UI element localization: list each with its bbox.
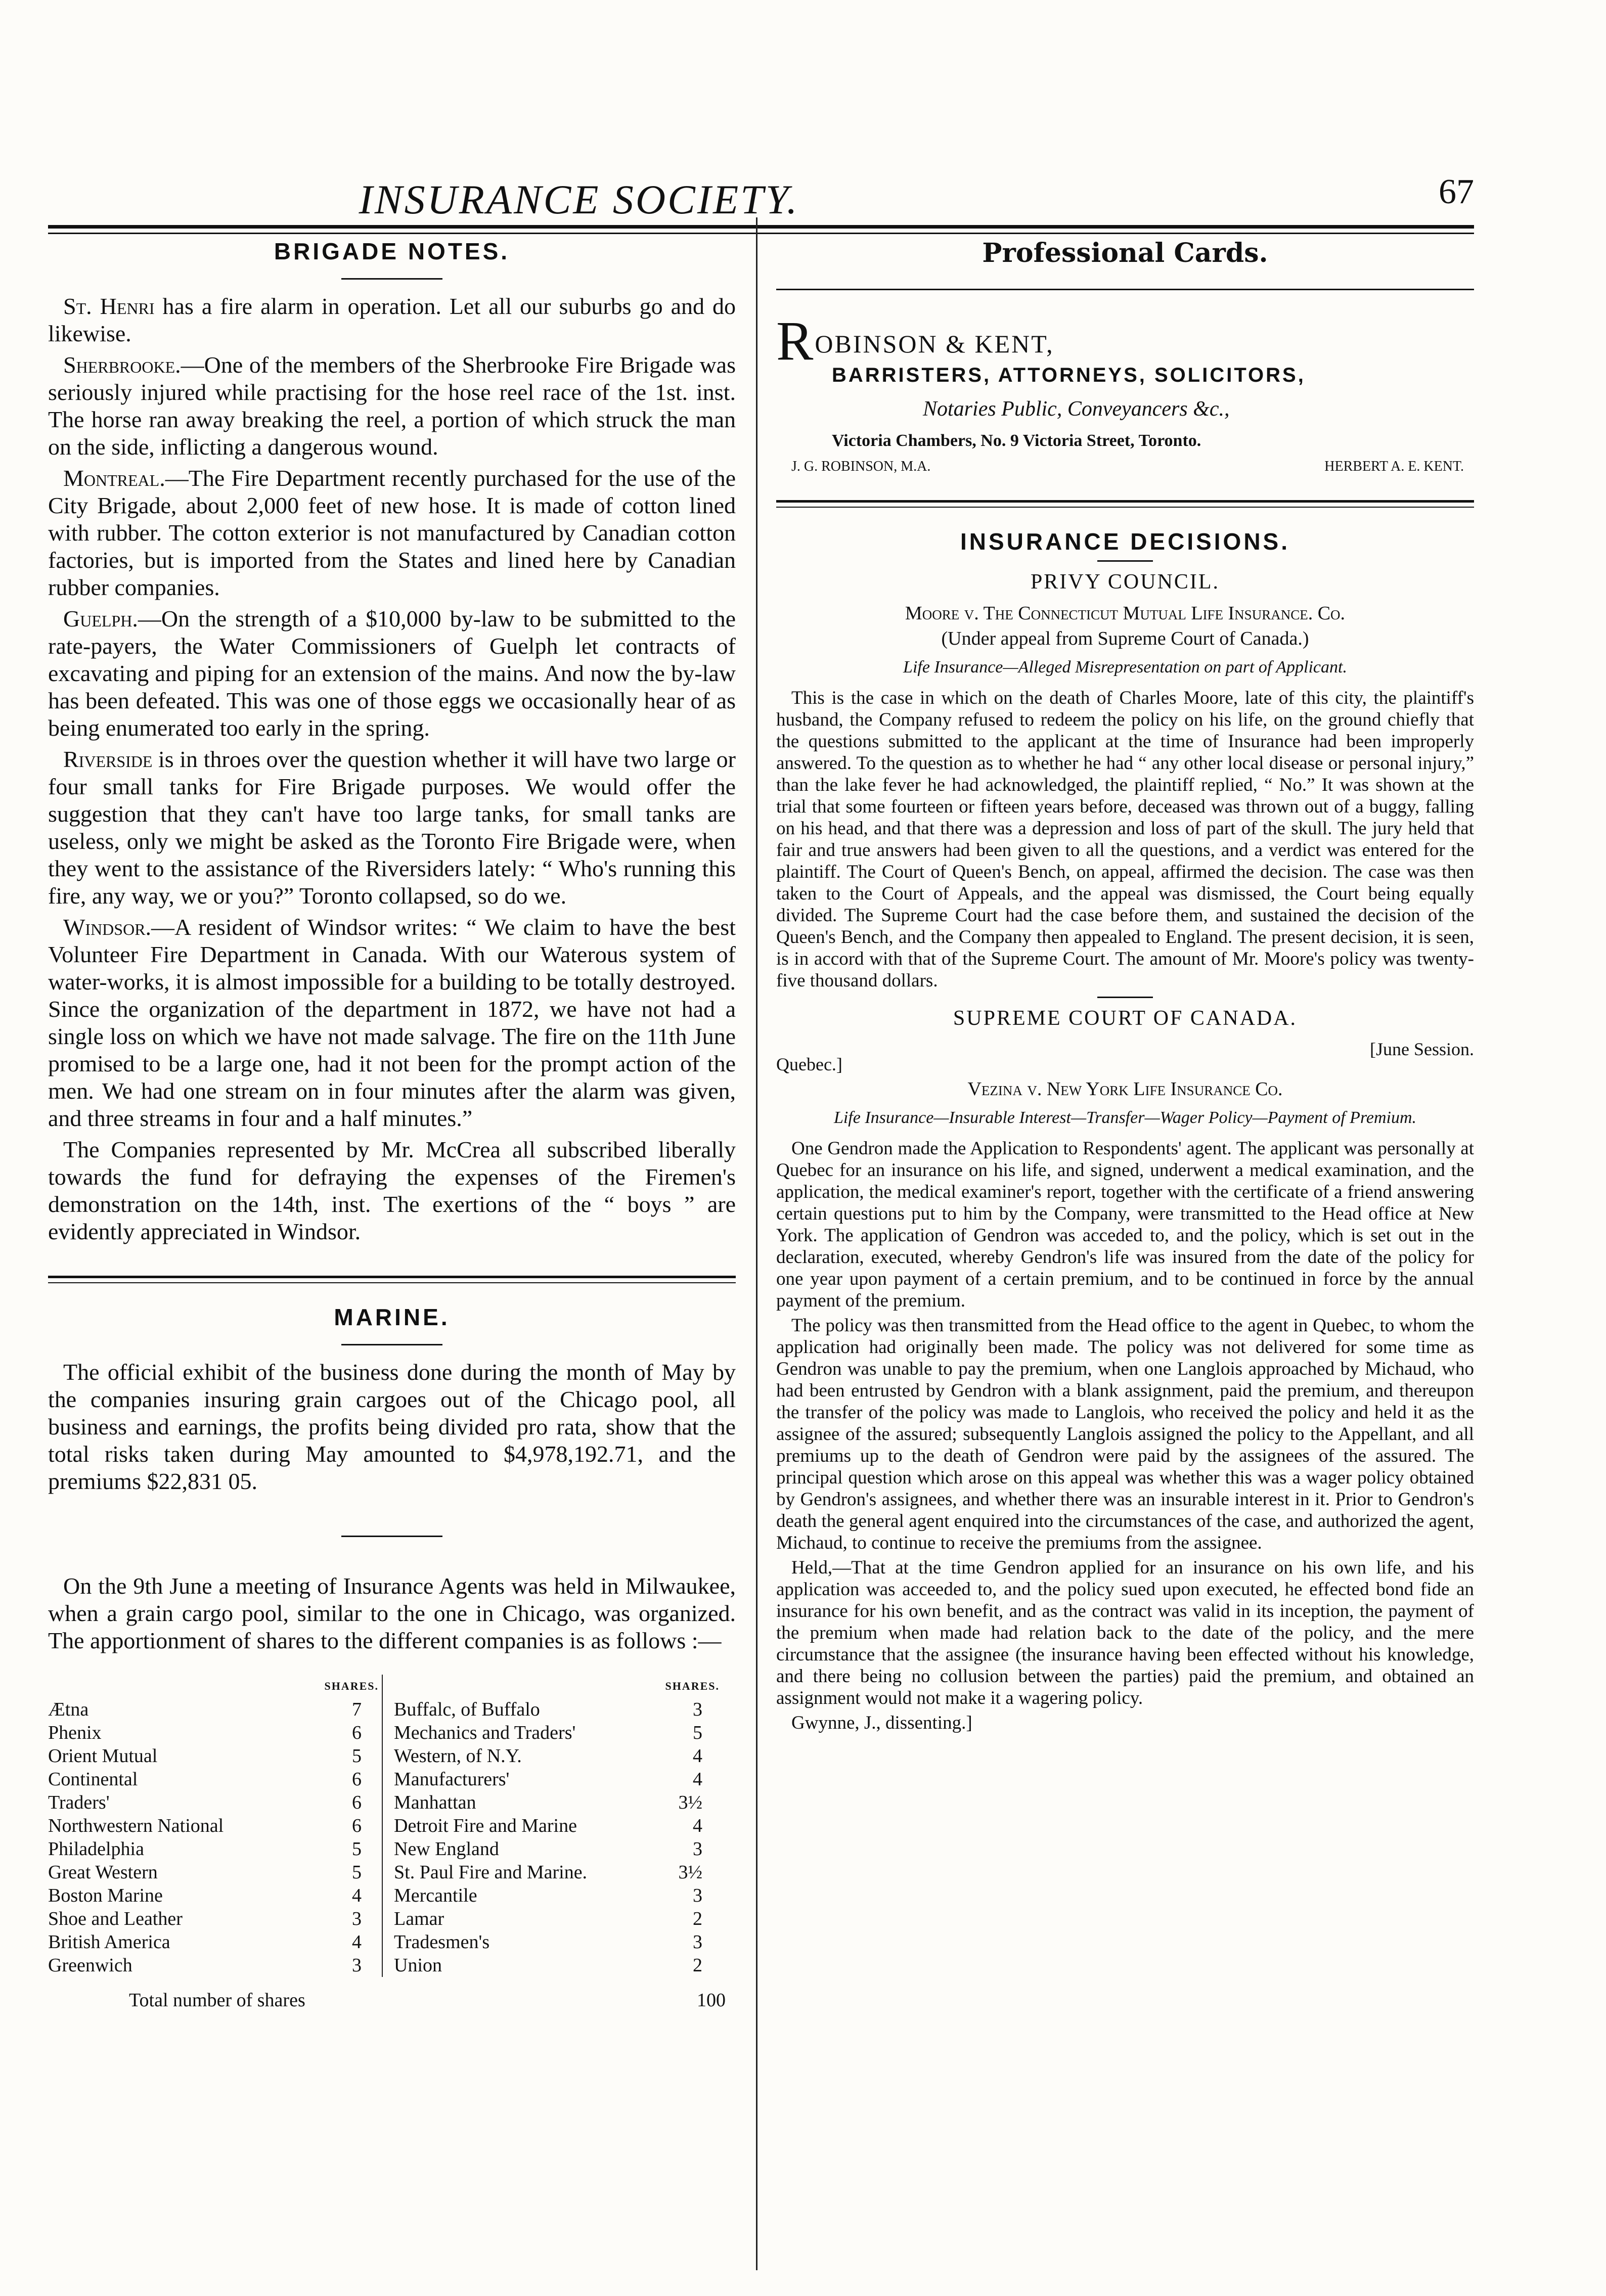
insurance-decisions-title: INSURANCE DECISIONS. [960, 528, 1290, 555]
supreme-court-title: SUPREME COURT OF CANADA. [953, 1007, 1298, 1030]
share-count: 3½ [678, 1792, 702, 1813]
case-appeal-note: (Under appeal from Supreme Court of Canada.) [941, 628, 1309, 649]
share-count: 3 [693, 1838, 702, 1860]
header-rule-thin [48, 233, 1474, 234]
brigade-notes-body [48, 293, 736, 1245]
case-title: Vezina v. New York Life Insurance Co. [967, 1078, 1283, 1100]
brigade-paragraph [48, 605, 736, 742]
shares-row [394, 1814, 723, 1837]
share-count: 3 [352, 1955, 362, 1976]
shares-row [394, 1861, 723, 1884]
company-name: Detroit Fire and Marine [394, 1815, 577, 1836]
paragraph-text: The Companies represented by Mr. McCrea all subscribed liberally towards the fund for defraying the expenses of the Firemen's demonstration on the 14th, inst. The exertions of the “ boys ” are evidently appreciated in Windsor. [48, 1137, 736, 1244]
shares-column-right [382, 1675, 723, 1977]
shares-row [48, 1768, 382, 1791]
share-count: 5 [352, 1862, 362, 1883]
shares-row [394, 1930, 723, 1954]
shares-row [394, 1768, 723, 1791]
paragraph-text: has a fire alarm in operation. Let all our suburbs go and do likewise. [48, 293, 736, 346]
company-name: Shoe and Leather [48, 1908, 183, 1929]
company-name: Continental [48, 1769, 138, 1790]
paragraph-lead: Sherbrooke. [63, 352, 181, 378]
section-divider [48, 1276, 736, 1283]
shares-total [48, 1989, 736, 2011]
shares-row [394, 1721, 723, 1744]
company-name: Orient Mutual [48, 1745, 158, 1767]
marine-paragraph: The official exhibit of the business done during the month of May by the companies insuring grain cargoes out of the Chicago pool, all business and earnings, the profits being divided pro rata, show that the total risks taken during May amounted to $4,978,192.71, and the premiums $22,831 05. [48, 1359, 736, 1494]
shares-row [48, 1837, 382, 1861]
total-value: 100 [697, 1990, 726, 2011]
company-name: Phenix [48, 1722, 102, 1743]
company-name: Philadelphia [48, 1838, 144, 1860]
partner-name: HERBERT A. E. KENT. [1324, 459, 1464, 474]
shares-row [48, 1814, 382, 1837]
shares-row [48, 1698, 382, 1721]
shares-row [394, 1744, 723, 1768]
share-count: 3 [693, 1885, 702, 1906]
company-name: Mechanics and Traders' [394, 1722, 576, 1743]
company-name: Union [394, 1955, 442, 1976]
brigade-paragraph [48, 293, 736, 347]
share-count: 6 [352, 1722, 362, 1743]
section-rule [1097, 560, 1153, 562]
brigade-paragraph [48, 465, 736, 601]
running-title: INSURANCE SOCIETY. [359, 176, 799, 222]
share-count: 5 [693, 1722, 702, 1743]
company-name: Mercantile [394, 1885, 477, 1906]
right-column [776, 238, 1474, 1737]
paragraph-text: —The Fire Department recently purchased for the use of the City Brigade, about 2,000 feet of new hose. It is made of cotton lined with rubber. The cotton exterior is not manufactured by Canadian cotton factories, but is imported from the States and lined here by Canadian rubber companies. [48, 465, 736, 600]
share-count: 4 [352, 1885, 362, 1906]
company-name: Buffalc, of Buffalo [394, 1699, 540, 1720]
company-name: Manhattan [394, 1792, 476, 1813]
card-address: Victoria Chambers, No. 9 Victoria Street, Toronto. [832, 431, 1201, 450]
company-name: Manufacturers' [394, 1769, 510, 1790]
share-count: 4 [352, 1931, 362, 1953]
share-count: 4 [693, 1815, 702, 1836]
shares-row [48, 1954, 382, 1977]
shares-table [48, 1675, 736, 1977]
paragraph-lead: Montreal. [63, 465, 165, 491]
share-count: 7 [352, 1699, 362, 1720]
shares-row [48, 1884, 382, 1907]
share-count: 3 [693, 1931, 702, 1953]
paragraph-text: —On the strength of a $10,000 by-law to be submitted to the rate-payers, the Water Commissioners of Guelph let contracts of excavating and piping for an extension of the mains. And now the by-law has been defeated. This was one of those eggs we occasionally hear of as being enumerated too early in the spring. [48, 606, 736, 741]
card-partners [776, 459, 1474, 475]
brigade-paragraph [48, 1136, 736, 1245]
case-title: Moore v. The Connecticut Mutual Life Insurance. Co. [905, 603, 1346, 624]
section-rule [1097, 997, 1153, 998]
marine-paragraph: On the 9th June a meeting of Insurance Agents was held in Milwaukee, when a grain cargo pool, similar to the one in Chicago, was organized. The apportionment of shares to the different companies is as follows :— [48, 1573, 736, 1653]
shares-row [48, 1744, 382, 1768]
total-label: Total number of shares [129, 1990, 305, 2011]
company-name: Great Western [48, 1862, 158, 1883]
shares-row [394, 1837, 723, 1861]
case-session [776, 1039, 1474, 1075]
card-services: Notaries Public, Conveyancers &c., [923, 397, 1230, 421]
share-count: 6 [352, 1815, 362, 1836]
partner-name: J. G. ROBINSON, M.A. [791, 459, 931, 474]
company-name: Lamar [394, 1908, 444, 1929]
shares-header: SHARES. [665, 1680, 720, 1692]
section-rule [341, 1536, 442, 1537]
paragraph-text: —One of the members of the Sherbrooke Fire Brigade was seriously injured while practising for the hose reel race of the 1st. inst. The horse ran away breaking the reel, a portion of which struck the man on the side, inflicting a dangerous wound. [48, 352, 736, 460]
privy-council-title: PRIVY COUNCIL. [1030, 570, 1220, 594]
share-count: 2 [693, 1955, 702, 1976]
company-name: St. Paul Fire and Marine. [394, 1862, 588, 1883]
shares-row [48, 1721, 382, 1744]
section-rule [341, 278, 442, 280]
company-name: Western, of N.Y. [394, 1745, 522, 1767]
company-name: Tradesmen's [394, 1931, 490, 1953]
shares-row [394, 1954, 723, 1977]
company-name: New England [394, 1838, 499, 1860]
share-count: 3 [693, 1699, 702, 1720]
share-count: 6 [352, 1792, 362, 1813]
shares-column-left [48, 1675, 382, 1977]
shares-header: SHARES. [324, 1680, 379, 1692]
company-name: Traders' [48, 1792, 110, 1813]
company-name: Boston Marine [48, 1885, 163, 1906]
case-text: This is the case in which on the death of Charles Moore, late of this city, the plaintiff's husband, the Company refused to redeem the policy on his life, on the ground chiefly that the questions submitted to the applicant at the time of Insurance had been improperly answered. To the question as to whether he had “ any other local disease or personal injury,” than the lake fever he had acknowledged, the plaintiff replied, “ No.” It was shown at the trial that some fourteen or fifteen years before, deceased was thrown out of a buggy, falling on his head, and that there was a depression and loss of part of the skull. The jury held that fair and true answers had been given to all the questions, and a verdict was entered for the plaintiff. The Court of Queen's Bench, on appeal, affirmed the decision. The case was then taken to the Court of Appeals, and the appeal was dismissed, the Court being equally divided. The Supreme Court had the case before them, and sustained the decision of the Queen's Bench, and the Company then appealed to England. The present decision, it is seen, is in accord with that of the Supreme Court. The amount of Mr. Moore's policy was twenty-five thousand dollars. [776, 688, 1474, 991]
paragraph-lead: Guelph. [63, 606, 138, 632]
shares-row [394, 1698, 723, 1721]
shares-row [48, 1861, 382, 1884]
newspaper-page [48, 142, 1474, 2265]
page-header [48, 167, 1474, 222]
shares-row [48, 1907, 382, 1930]
section-rule [341, 1344, 442, 1345]
share-count: 5 [352, 1745, 362, 1767]
paragraph-text: is in throes over the question whether it will have two large or four small tanks for Fire Brigade purposes. We would offer the suggestion that they can't have too large tanks, for small tanks are useless, only we might be asked as the Toronto Fire Brigade were, when they went to the assistance of the Riversiders lately: “ Who's running this fire, any way, we or you?” Toronto collapsed, so do we. [48, 746, 736, 909]
case-text: Held,—That at the time Gendron applied for an insurance on his own life, and his application was acceeded to, and the policy sued upon executed, he effected bond fide an insurance for his own benefit, and as the contract was valid in its inception, the payment of the premium when made had relation back to the date of the policy, and the mere circumstance that the assignee (the insurance having been effected without his knowledge, and there being no collusion between the parties) paid the premium, and obtained an assignment would not make it a wagering policy. [776, 1557, 1474, 1708]
supreme-case-body [776, 1138, 1474, 1709]
share-count: 5 [352, 1838, 362, 1860]
shares-row [394, 1907, 723, 1930]
share-count: 2 [693, 1908, 702, 1929]
shares-row [48, 1791, 382, 1814]
brigade-paragraph [48, 914, 736, 1132]
page-number: 67 [1439, 172, 1474, 211]
card-firm-name: ROBINSON & KENT, [776, 310, 1054, 372]
share-count: 3 [352, 1908, 362, 1929]
case-place: Quebec.] [776, 1054, 842, 1074]
shares-row [394, 1884, 723, 1907]
brigade-paragraph [48, 746, 736, 910]
card-professions: BARRISTERS, ATTORNEYS, SOLICITORS, [832, 364, 1306, 386]
paragraph-text: —A resident of Windsor writes: “ We claim to have the best Volunteer Fire Department in Canada. With our Waterous system of water-works, it is almost impossible for a building to be totally destroyed. Since the organization of the department in 1872, we have not had a single loss on which we have not made salvage. The fire on the 11th June promised to be a large one, had it not been for the prompt action of the men. We had one stream on in four minutes after the alarm was given, and three streams in four and a half minutes.” [48, 914, 736, 1131]
brigade-paragraph [48, 351, 736, 461]
column-divider [756, 217, 757, 2270]
shares-row [394, 1791, 723, 1814]
marine-title: MARINE. [334, 1304, 450, 1330]
case-subject: Life Insurance—Insurable Interest—Transfer—Wager Policy—Payment of Premium. [833, 1108, 1417, 1127]
section-divider [776, 500, 1474, 508]
company-name: Northwestern National [48, 1815, 224, 1836]
section-rule [776, 289, 1474, 290]
share-count: 6 [352, 1769, 362, 1790]
share-count: 4 [693, 1769, 702, 1790]
company-name: Ætna [48, 1699, 89, 1720]
business-card [776, 310, 1474, 475]
header-rule [48, 225, 1474, 229]
paragraph-lead: Riverside [63, 746, 153, 772]
company-name: British America [48, 1931, 170, 1953]
professional-cards-title: Professional Cards. [982, 238, 1268, 268]
left-column [48, 238, 736, 2011]
share-count: 4 [693, 1745, 702, 1767]
company-name: Greenwich [48, 1955, 132, 1976]
case-session-label: [June Session. [1370, 1039, 1474, 1059]
judge-note: Gwynne, J., dissenting.] [791, 1713, 972, 1733]
case-text: The policy was then transmitted from the Head office to the agent in Quebec, to whom the application had originally been made. The policy was not delivered for some time as Gendron was unable to pay the premium, when one Langlois approached by Michaud, who had been entrusted by Gendron with a blank assignment, paid the premium, and thereupon the transfer of the policy was made to Langlois, who received the policy and held it as the assignee of the assured; subsequently Langlois assigned the policy to the Appellant, and all premiums up to the death of Gendron were paid by the assignees of the assured. The principal question which arose on this appeal was whether this was a wager policy obtained by Gendron's assignees, and whether there was an insurable interest in it. Prior to Gendron's death the general agent enquired into the circumstances of the case, and authorized the agent, Michaud, to continue to receive the premiums from the assignee. [776, 1315, 1474, 1553]
shares-row [48, 1930, 382, 1954]
paragraph-lead: St. Henri [63, 293, 155, 319]
case-text: One Gendron made the Application to Respondents' agent. The applicant was personally at Quebec for an insurance on his life, and signed, underwent a medical examination, and the application, the medical examiner's report, together with the certificate of a friend answering certain questions put to him by the Company, were transmitted to the Head office at New York. The application of Gendron was acceded to, and the policy, which is set out in the declaration, executed, whereby Gendron's life was insured from the date of the policy for one year upon payment of a certain premium, and to be continued in force by the annual payment of the premium. [776, 1138, 1474, 1311]
case-subject: Life Insurance—Alleged Misrepresentation on part of Applicant. [903, 658, 1347, 677]
share-count: 3½ [678, 1862, 702, 1883]
brigade-notes-title: BRIGADE NOTES. [274, 238, 510, 264]
paragraph-lead: Windsor. [63, 914, 152, 940]
